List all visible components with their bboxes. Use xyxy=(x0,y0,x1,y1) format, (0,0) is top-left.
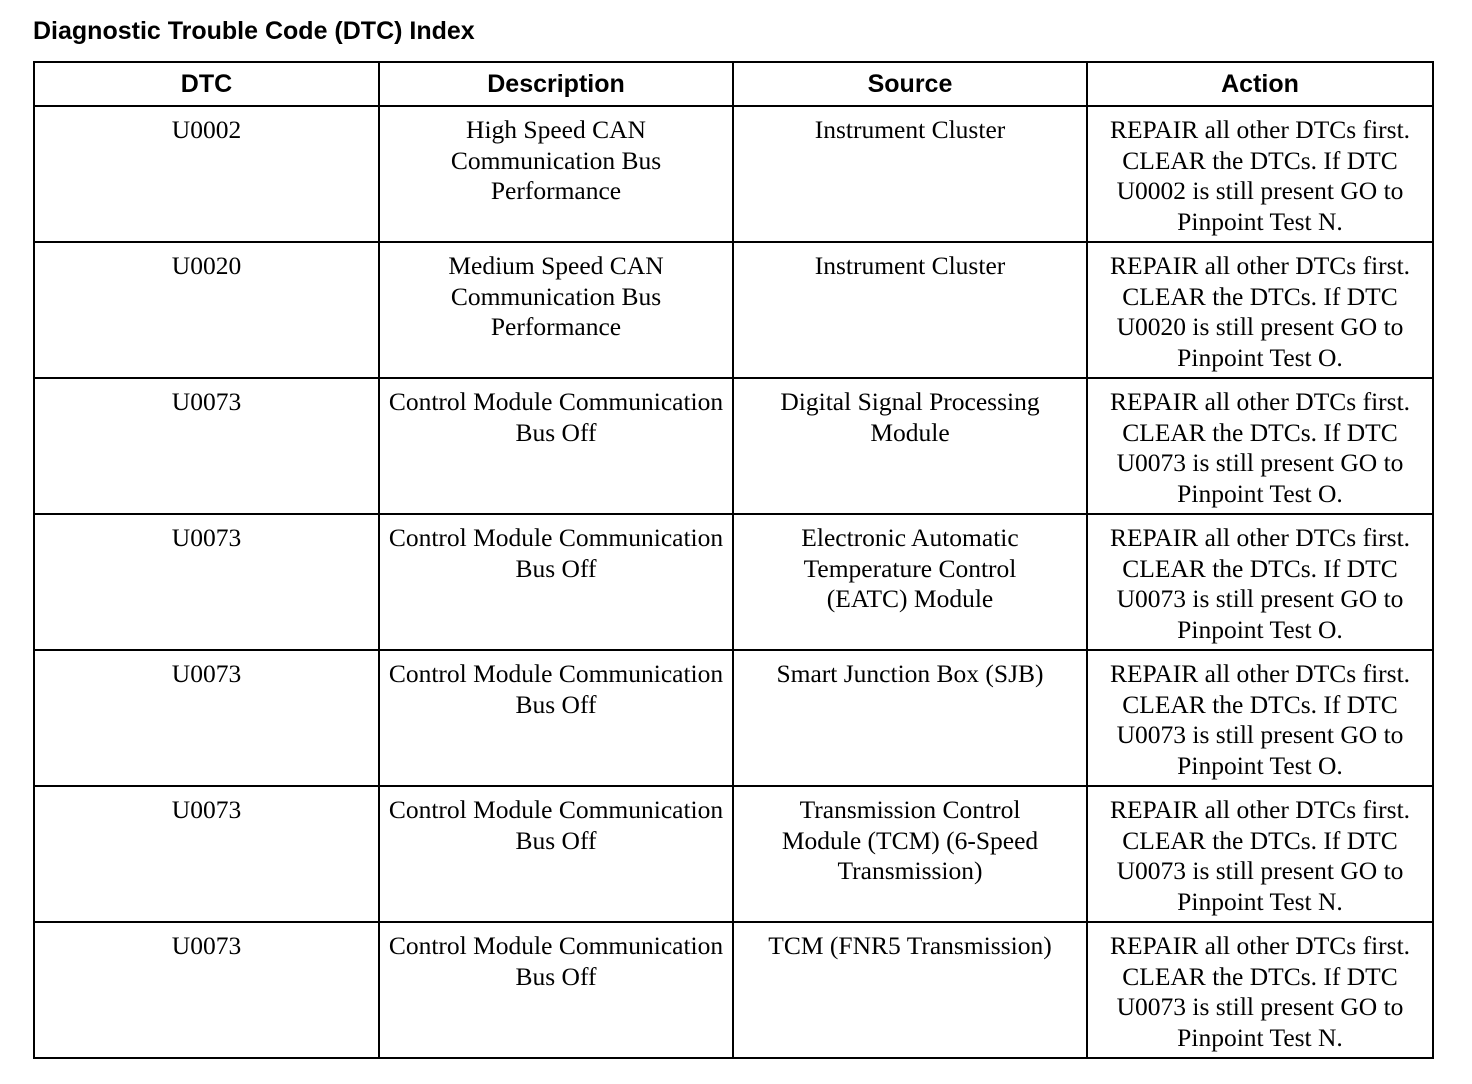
source-cell: Instrument Cluster xyxy=(733,106,1087,242)
dtc-cell: U0073 xyxy=(34,922,379,1058)
description-cell: Control Module Communication Bus Off xyxy=(379,922,733,1058)
dtc-cell: U0002 xyxy=(34,106,379,242)
column-header-source: Source xyxy=(733,62,1087,106)
source-text: Electronic Automatic Temperature Control (EATC) Module xyxy=(801,523,1019,613)
table-row xyxy=(34,650,1433,786)
description-cell: Control Module Communication Bus Off xyxy=(379,514,733,650)
action-cell: REPAIR all other DTCs first. CLEAR the DTCs. If DTC U0020 is still present GO to Pinpoint Test O. xyxy=(1087,242,1433,378)
table-row xyxy=(34,922,1433,1058)
action-cell: REPAIR all other DTCs first. CLEAR the DTCs. If DTC U0073 is still present GO to Pinpoint Test O. xyxy=(1087,514,1433,650)
action-cell: REPAIR all other DTCs first. CLEAR the DTCs. If DTC U0073 is still present GO to Pinpoint Test O. xyxy=(1087,650,1433,786)
dtc-cell: U0073 xyxy=(34,786,379,922)
source-cell xyxy=(733,514,1087,650)
column-header-action: Action xyxy=(1087,62,1433,106)
table-row xyxy=(34,242,1433,378)
source-cell: Smart Junction Box (SJB) xyxy=(733,650,1087,786)
table-row xyxy=(34,786,1433,922)
page-title: Diagnostic Trouble Code (DTC) Index xyxy=(33,17,475,45)
description-text: High Speed CAN Communication Bus Performance xyxy=(450,115,662,205)
table-row xyxy=(34,514,1433,650)
source-text: Transmission Control Module (TCM) (6-Speed Transmission) xyxy=(781,795,1039,885)
column-header-description: Description xyxy=(379,62,733,106)
description-text: Medium Speed CAN Communication Bus Performance xyxy=(448,251,664,341)
description-cell: Control Module Communication Bus Off xyxy=(379,786,733,922)
table-row xyxy=(34,378,1433,514)
description-cell xyxy=(379,106,733,242)
action-cell: REPAIR all other DTCs first. CLEAR the DTCs. If DTC U0073 is still present GO to Pinpoint Test O. xyxy=(1087,378,1433,514)
source-cell: Digital Signal Processing Module xyxy=(733,378,1087,514)
dtc-cell: U0073 xyxy=(34,514,379,650)
source-cell xyxy=(733,786,1087,922)
action-cell: REPAIR all other DTCs first. CLEAR the DTCs. If DTC U0073 is still present GO to Pinpoint Test N. xyxy=(1087,786,1433,922)
action-cell: REPAIR all other DTCs first. CLEAR the DTCs. If DTC U0073 is still present GO to Pinpoint Test N. xyxy=(1087,922,1433,1058)
description-cell: Control Module Communication Bus Off xyxy=(379,378,733,514)
description-cell: Control Module Communication Bus Off xyxy=(379,650,733,786)
dtc-cell: U0020 xyxy=(34,242,379,378)
dtc-cell: U0073 xyxy=(34,378,379,514)
source-cell: TCM (FNR5 Transmission) xyxy=(733,922,1087,1058)
table-row xyxy=(34,106,1433,242)
description-cell xyxy=(379,242,733,378)
table-header-row xyxy=(34,62,1433,106)
dtc-index-table xyxy=(33,61,1434,1059)
dtc-cell: U0073 xyxy=(34,650,379,786)
column-header-dtc: DTC xyxy=(34,62,379,106)
action-cell: REPAIR all other DTCs first. CLEAR the DTCs. If DTC U0002 is still present GO to Pinpoint Test N. xyxy=(1087,106,1433,242)
source-cell: Instrument Cluster xyxy=(733,242,1087,378)
